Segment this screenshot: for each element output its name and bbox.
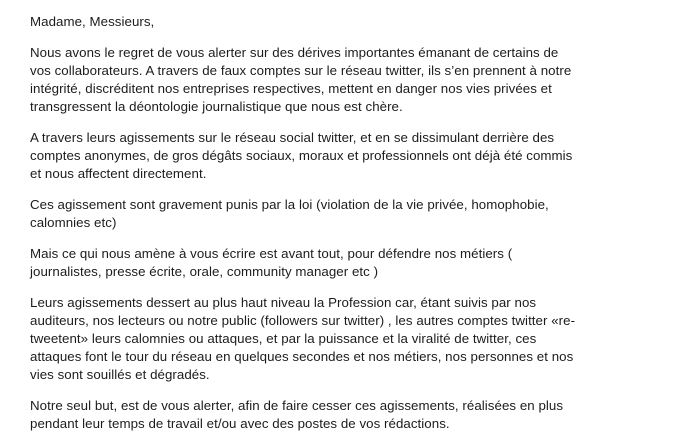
text-line: attaques font le tour du réseau en quelques secondes et nos métiers, nos personnes et nos [30, 349, 574, 364]
paragraph-impact [30, 294, 660, 384]
text-line: pendant leur temps de travail et/ou avec des postes de vos rédactions. [30, 416, 450, 431]
text-line: transgressent la déontologie journalistique que nous est chère. [30, 99, 403, 114]
text-line: Nous avons le regret de vous alerter sur des dérives importantes émanant de certains de [30, 45, 559, 60]
text-line: vos collaborateurs. A travers de faux comptes sur le réseau twitter, ils s’en prennent à notre [30, 63, 572, 78]
text-line: tweetent» leurs calomnies ou attaques, et par la puissance et la viralité de twitter, ces [30, 331, 537, 346]
paragraph-alert [30, 44, 660, 116]
text-line: journalistes, presse écrite, orale, community manager etc ) [30, 264, 379, 279]
text-line: vies sont souillés et dégradés. [30, 367, 210, 382]
letter-body [30, 13, 660, 432]
text-line: Mais ce qui nous amène à vous écrire est avant tout, pour défendre nos métiers ( [30, 246, 513, 261]
paragraph-damages [30, 129, 660, 183]
text-line: calomnies etc) [30, 215, 117, 230]
text-line: auditeurs, nos lecteurs ou notre public (followers sur twitter) , les autres comptes twitter «re- [30, 313, 576, 328]
text-line: Notre seul but, est de vous alerter, afin de faire cesser ces agissements, réalisées en plus [30, 398, 564, 413]
text-line: et nous affectent directement. [30, 166, 207, 181]
paragraph-goal [30, 397, 660, 432]
text-line: A travers leurs agissements sur le réseau social twitter, et en se dissimulant derrière des [30, 130, 555, 145]
salutation: Madame, Messieurs, [30, 14, 155, 29]
paragraph-professions [30, 245, 660, 281]
text-line: intégrité, discréditent nos entreprises respectives, mettent en danger nos vies privées et [30, 81, 552, 96]
text-line: Leurs agissements dessert au plus haut niveau la Profession car, étant suivis par nos [30, 295, 537, 310]
text-line: comptes anonymes, de gros dégâts sociaux, moraux et professionnels ont déjà été commis [30, 148, 573, 163]
paragraph-law [30, 196, 660, 232]
text-line: Ces agissement sont gravement punis par la loi (violation de la vie privée, homophobie, [30, 197, 549, 212]
